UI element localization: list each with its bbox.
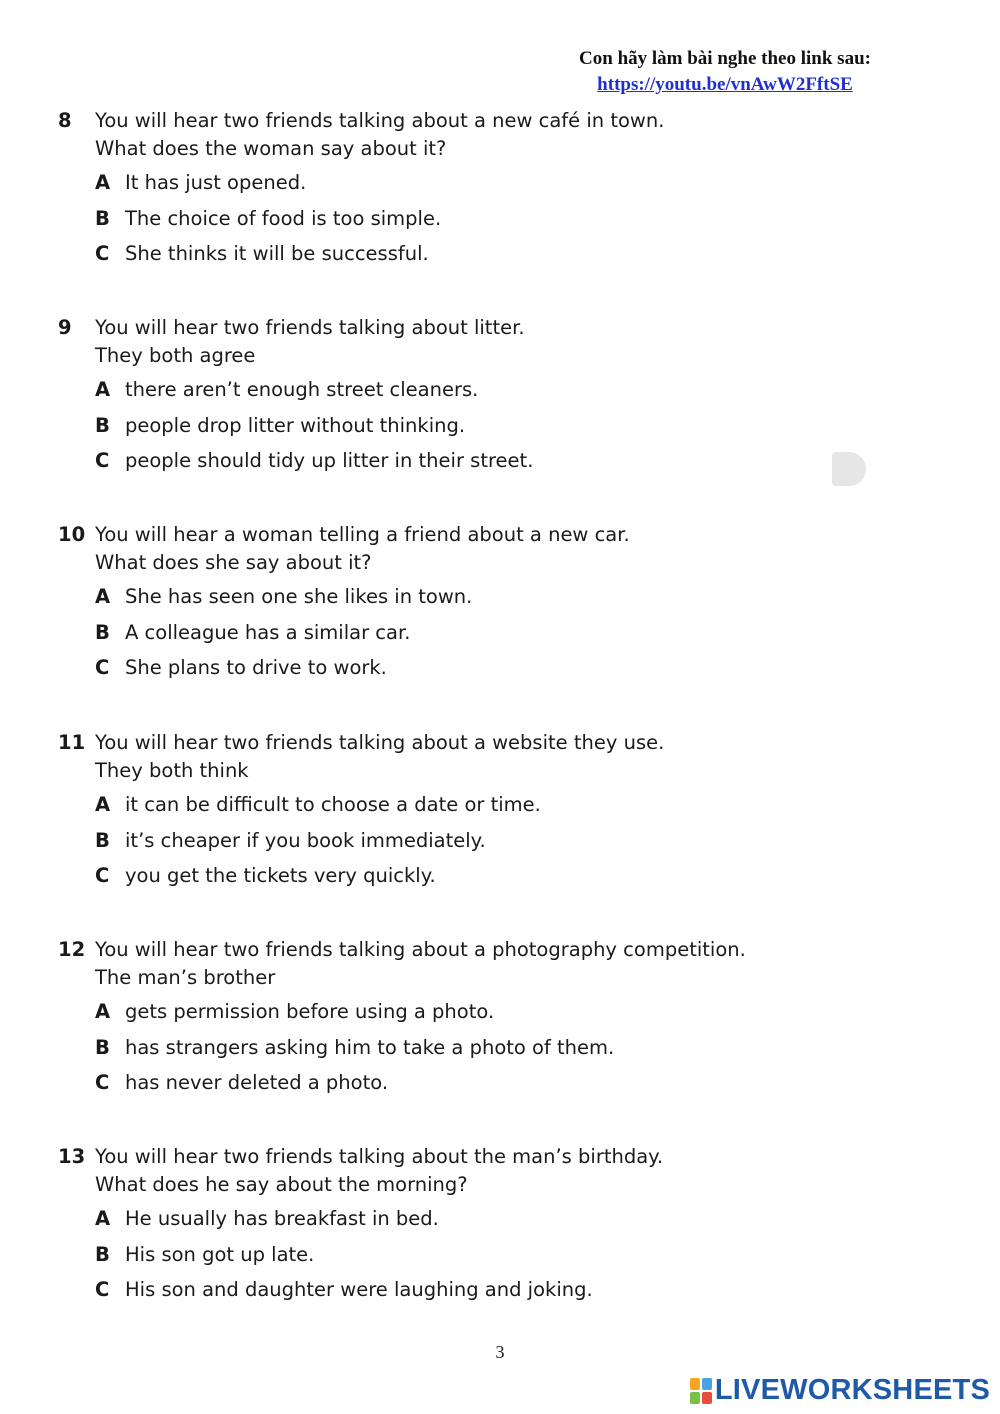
- option-c[interactable]: [95, 862, 818, 898]
- option-letter: C: [95, 864, 110, 887]
- option-letter: C: [95, 449, 110, 472]
- option-text: She has seen one she likes in town.: [125, 585, 473, 608]
- option-letter: B: [95, 828, 110, 852]
- question-stem: They both think: [95, 759, 249, 782]
- option-text: people drop litter without thinking.: [125, 413, 466, 437]
- option-b[interactable]: [95, 827, 818, 863]
- question-10: [58, 521, 818, 690]
- option-text: A colleague has a similar car.: [125, 620, 411, 644]
- option-letter: B: [95, 1035, 110, 1059]
- header-instruction-block: [560, 46, 890, 98]
- option-b[interactable]: [95, 205, 818, 241]
- option-text: it can be difficult to choose a date or time.: [125, 793, 541, 816]
- question-9: [58, 314, 818, 483]
- option-letter: B: [95, 1242, 110, 1266]
- question-prompt: You will hear two friends talking about the man’s birthday.: [95, 1145, 664, 1168]
- question-stem: They both agree: [95, 344, 256, 367]
- option-a[interactable]: [95, 791, 818, 827]
- option-text: His son and daughter were laughing and joking.: [125, 1278, 593, 1301]
- option-c[interactable]: [95, 1276, 818, 1312]
- page-number: 3: [495, 1342, 505, 1362]
- option-letter: A: [95, 1000, 111, 1023]
- option-a[interactable]: [95, 376, 818, 412]
- question-number: 13: [58, 1145, 86, 1168]
- option-letter: B: [95, 206, 110, 230]
- option-a[interactable]: [95, 998, 818, 1034]
- question-number: 12: [58, 938, 86, 961]
- question-number: 9: [58, 316, 72, 339]
- liveworksheets-logo-icon: [690, 1378, 712, 1404]
- option-letter: C: [95, 1071, 110, 1094]
- option-letter: C: [95, 656, 110, 679]
- option-letter: B: [95, 413, 110, 437]
- liveworksheets-brand: [690, 1374, 990, 1407]
- option-text: gets permission before using a photo.: [125, 1000, 495, 1023]
- option-text: there aren’t enough street cleaners.: [125, 378, 479, 401]
- question-prompt: You will hear a woman telling a friend about a new car.: [95, 523, 630, 546]
- option-c[interactable]: [95, 654, 818, 690]
- question-number: 10: [58, 523, 86, 546]
- option-text: has never deleted a photo.: [125, 1071, 389, 1094]
- option-letter: A: [95, 793, 111, 816]
- question-prompt: You will hear two friends talking about a website they use.: [95, 731, 665, 754]
- brand-name: LIVEWORKSHEETS: [714, 1374, 990, 1406]
- option-letter: C: [95, 242, 110, 265]
- option-text: His son got up late.: [125, 1242, 315, 1266]
- option-text: you get the tickets very quickly.: [125, 864, 436, 887]
- option-text: She thinks it will be successful.: [125, 242, 429, 265]
- option-a[interactable]: [95, 169, 818, 205]
- option-text: has strangers asking him to take a photo of them.: [125, 1035, 615, 1059]
- option-text: She plans to drive to work.: [125, 656, 387, 679]
- option-text: He usually has breakfast in bed.: [125, 1207, 439, 1230]
- option-a[interactable]: [95, 1205, 818, 1241]
- option-c[interactable]: [95, 240, 818, 276]
- instruction-text: Con hãy làm bài nghe theo link sau:: [579, 48, 871, 69]
- option-letter: A: [95, 585, 111, 608]
- question-stem: What does he say about the morning?: [95, 1173, 468, 1196]
- question-prompt: You will hear two friends talking about a photography competition.: [95, 938, 746, 961]
- option-a[interactable]: [95, 583, 818, 619]
- question-prompt: You will hear two friends talking about a new café in town.: [95, 109, 665, 132]
- youtube-link[interactable]: https://youtu.be/vnAwW2FftSE: [597, 74, 853, 95]
- option-letter: A: [95, 378, 111, 401]
- option-text: people should tidy up litter in their street.: [125, 449, 534, 472]
- option-b[interactable]: [95, 619, 818, 655]
- question-stem: The man’s brother: [95, 966, 276, 989]
- question-stem: What does she say about it?: [95, 551, 372, 574]
- scan-smudge: [832, 452, 866, 486]
- option-c[interactable]: [95, 1069, 818, 1105]
- question-number: 8: [58, 109, 72, 132]
- option-text: It has just opened.: [125, 171, 307, 194]
- option-text: The choice of food is too simple.: [125, 206, 442, 230]
- question-number: 11: [58, 731, 86, 754]
- option-letter: B: [95, 620, 110, 644]
- question-13: [58, 1143, 818, 1312]
- option-letter: A: [95, 1207, 111, 1230]
- option-c[interactable]: [95, 447, 818, 483]
- question-prompt: You will hear two friends talking about litter.: [95, 316, 525, 339]
- option-b[interactable]: [95, 412, 818, 448]
- option-b[interactable]: [95, 1034, 818, 1070]
- option-text: it’s cheaper if you book immediately.: [125, 828, 486, 852]
- question-stem: What does the woman say about it?: [95, 137, 447, 160]
- question-12: [58, 936, 818, 1105]
- option-letter: C: [95, 1278, 110, 1301]
- option-letter: A: [95, 171, 111, 194]
- option-b[interactable]: [95, 1241, 818, 1277]
- question-11: [58, 729, 818, 898]
- question-8: [58, 107, 818, 276]
